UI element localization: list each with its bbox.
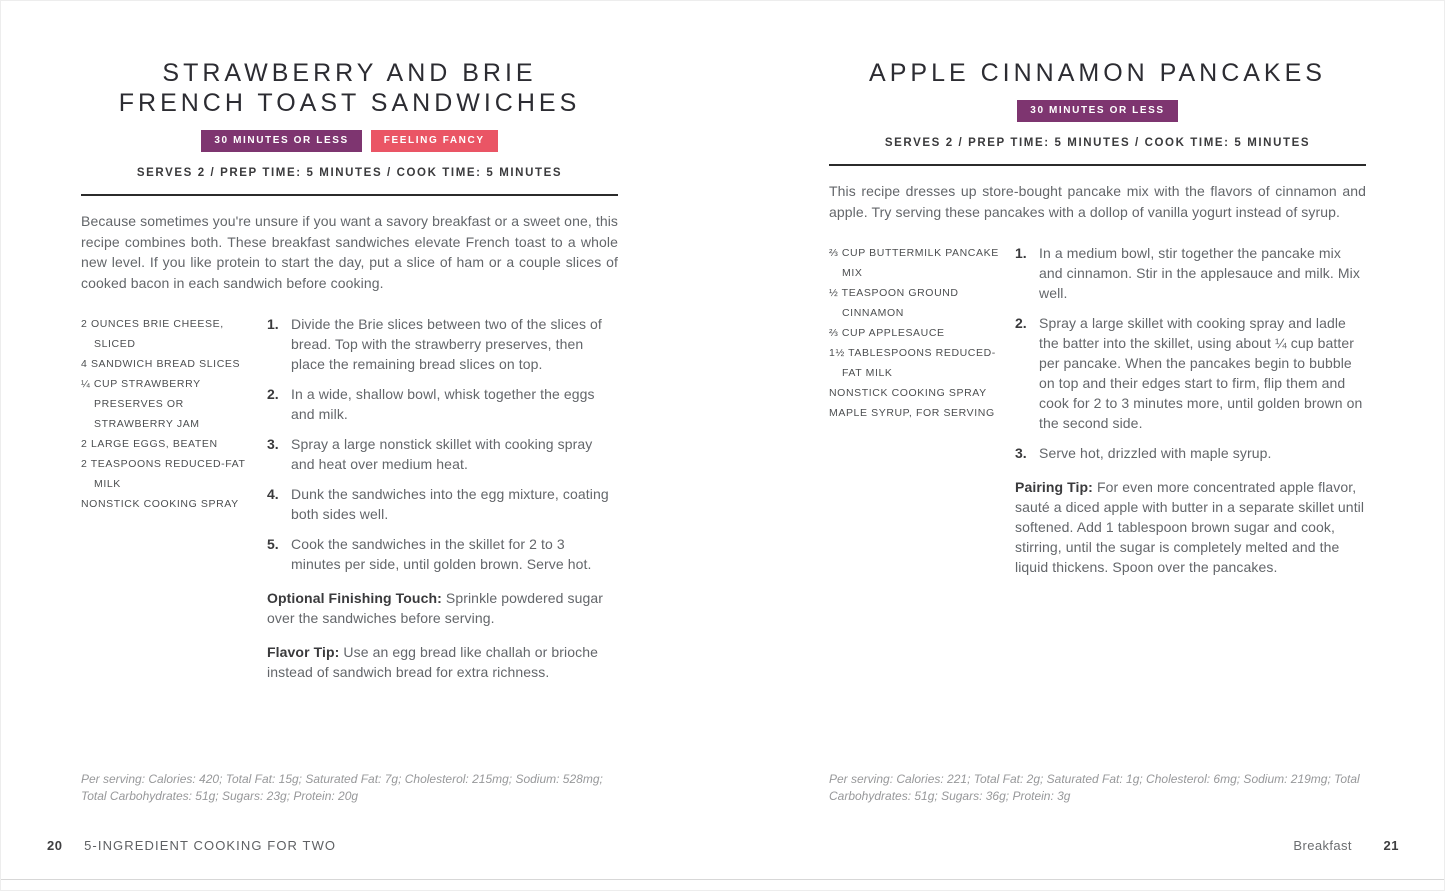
tip-pairing bbox=[1015, 477, 1366, 577]
recipe-intro: Because sometimes you're unsure if you want a savory breakfast or a sweet one, this recipe combines both. These breakfast sandwiches elevate French toast to a whole new level. If you like protein to start the day, put a slice of ham or a couple slices of cooked bacon in each sandwich before cooking. bbox=[81, 213, 619, 291]
ingredient-item: 4 SANDWICH BREAD SLICES bbox=[81, 358, 241, 370]
recipe-title-left bbox=[81, 58, 618, 118]
badge-row bbox=[81, 130, 618, 152]
step-number: 1. bbox=[267, 316, 279, 332]
step-text: In a medium bowl, stir together the pancake mix and cinnamon. Stir in the applesauce and milk. Mix well. bbox=[1039, 245, 1360, 301]
ingredient-item: ⅔ CUP APPLESAUCE bbox=[829, 327, 945, 339]
ingredient-item: NONSTICK COOKING SPRAY bbox=[829, 387, 987, 399]
badge-30-minutes: 30 MINUTES OR LESS bbox=[1017, 100, 1177, 122]
divider-rule bbox=[829, 164, 1366, 166]
page-bottom-edge bbox=[1, 879, 1444, 880]
book-title: 5-INGREDIENT COOKING FOR TWO bbox=[84, 838, 337, 853]
left-page-footer bbox=[47, 838, 336, 853]
nutrition-line: Per serving: Calories: 420; Total Fat: 15g; Saturated Fat: 7g; Cholesterol: 215mg; Sodium: 528mg; Total Carbohydrates: 51g; Sugars: 23g; Protein: 20g bbox=[81, 772, 603, 803]
recipe-body bbox=[829, 243, 1366, 577]
step-number: 1. bbox=[1015, 245, 1027, 261]
page-number: 21 bbox=[1383, 838, 1399, 853]
tip-text: Use an egg bread like challah or brioche instead of sandwich bread for extra richness. bbox=[267, 644, 599, 680]
tip-optional-finishing-touch bbox=[267, 588, 618, 628]
step-item bbox=[267, 534, 618, 574]
ingredient-item: ½ TEASPOON GROUND CINNAMON bbox=[829, 287, 959, 319]
serves-line: SERVES 2 / PREP TIME: 5 MINUTES / COOK TIME: 5 MINUTES bbox=[884, 137, 1311, 149]
ingredient-item: NONSTICK COOKING SPRAY bbox=[81, 498, 239, 510]
page-number: 20 bbox=[47, 838, 63, 853]
title-line: APPLE CINNAMON PANCAKES bbox=[869, 59, 1326, 87]
tip-label: Flavor Tip: bbox=[267, 644, 340, 660]
badge-feeling-fancy: FEELING FANCY bbox=[371, 130, 498, 152]
left-recipe-page bbox=[81, 58, 619, 803]
step-number: 3. bbox=[267, 436, 279, 452]
step-item bbox=[267, 434, 618, 474]
step-number: 2. bbox=[267, 386, 279, 402]
ingredient-item: 1½ TABLESPOONS REDUCED-FAT MILK bbox=[829, 347, 996, 379]
badge-30-minutes: 30 MINUTES OR LESS bbox=[201, 130, 361, 152]
step-text: Dunk the sandwiches into the egg mixture, coating both sides well. bbox=[291, 486, 609, 522]
right-recipe-page bbox=[829, 58, 1366, 803]
step-number: 2. bbox=[1015, 315, 1027, 331]
recipe-title-right bbox=[829, 58, 1366, 88]
step-item bbox=[1015, 243, 1366, 303]
tip-label: Pairing Tip: bbox=[1015, 479, 1093, 495]
step-item bbox=[267, 314, 618, 374]
title-line: STRAWBERRY AND BRIE bbox=[162, 59, 537, 87]
badge-row bbox=[829, 100, 1366, 122]
divider-rule bbox=[81, 194, 618, 196]
recipe-body bbox=[81, 314, 618, 682]
step-text: Spray a large nonstick skillet with cooking spray and heat over medium heat. bbox=[291, 436, 593, 472]
step-item bbox=[267, 484, 618, 524]
tip-label: Optional Finishing Touch: bbox=[267, 590, 442, 606]
ingredient-item: 2 TEASPOONS REDUCED-FAT MILK bbox=[81, 458, 246, 490]
serves-line: SERVES 2 / PREP TIME: 5 MINUTES / COOK TIME: 5 MINUTES bbox=[136, 167, 563, 179]
step-number: 4. bbox=[267, 486, 279, 502]
method-column bbox=[267, 314, 618, 682]
ingredients-list bbox=[829, 243, 999, 577]
ingredient-item: ¼ CUP STRAWBERRY PRESERVES OR STRAWBERRY JAM bbox=[81, 378, 201, 430]
step-text: Serve hot, drizzled with maple syrup. bbox=[1039, 445, 1272, 461]
tip-text: Sprinkle powdered sugar over the sandwiches before serving. bbox=[267, 590, 604, 626]
tip-text: For even more concentrated apple flavor, sauté a diced apple with butter in a separate skillet until softened. Add 1 tablespoon brown sugar and cook, stirring, until the sugar is completely melted and the liquid thickens. Spoon over the pancakes. bbox=[1015, 479, 1365, 575]
ingredient-item: ⅔ CUP BUTTERMILK PANCAKE MIX bbox=[829, 247, 999, 279]
ingredient-item: 2 OUNCES BRIE CHEESE, SLICED bbox=[81, 318, 224, 350]
method-column bbox=[1015, 243, 1366, 577]
right-page-footer bbox=[1293, 838, 1399, 853]
step-text: Divide the Brie slices between two of the slices of bread. Top with the strawberry preserves, then place the remaining bread slices on top. bbox=[291, 316, 602, 372]
tip-flavor bbox=[267, 642, 618, 682]
step-number: 3. bbox=[1015, 445, 1027, 461]
chapter-label: Breakfast bbox=[1293, 838, 1352, 853]
step-text: Spray a large skillet with cooking spray and ladle the batter into the skillet, using about ¼ cup batter per pancake. When the pancakes begin to bubble on top and their edges start to firm, flip them and cook for 2 to 3 minutes more, until golden brown on the second side. bbox=[1039, 315, 1363, 431]
step-item bbox=[1015, 313, 1366, 433]
recipe-intro: This recipe dresses up store-bought pancake mix with the flavors of cinnamon and apple. Try serving these pancakes with a dollop of vanilla yogurt instead of syrup. bbox=[829, 183, 1366, 220]
step-item bbox=[1015, 443, 1366, 463]
ingredient-item: MAPLE SYRUP, FOR SERVING bbox=[829, 407, 995, 419]
step-number: 5. bbox=[267, 536, 279, 552]
step-text: Cook the sandwiches in the skillet for 2 to 3 minutes per side, until golden brown. Serve hot. bbox=[291, 536, 592, 572]
step-item bbox=[267, 384, 618, 424]
step-text: In a wide, shallow bowl, whisk together the eggs and milk. bbox=[291, 386, 595, 422]
nutrition-line: Per serving: Calories: 221; Total Fat: 2g; Saturated Fat: 1g; Cholesterol: 6mg; Sodium: 219mg; Total Carbohydrates: 51g; Sugars: 36g; Protein: 3g bbox=[829, 772, 1360, 803]
title-line: FRENCH TOAST SANDWICHES bbox=[118, 89, 581, 117]
ingredient-item: 2 LARGE EGGS, BEATEN bbox=[81, 438, 218, 450]
ingredients-list bbox=[81, 314, 251, 682]
